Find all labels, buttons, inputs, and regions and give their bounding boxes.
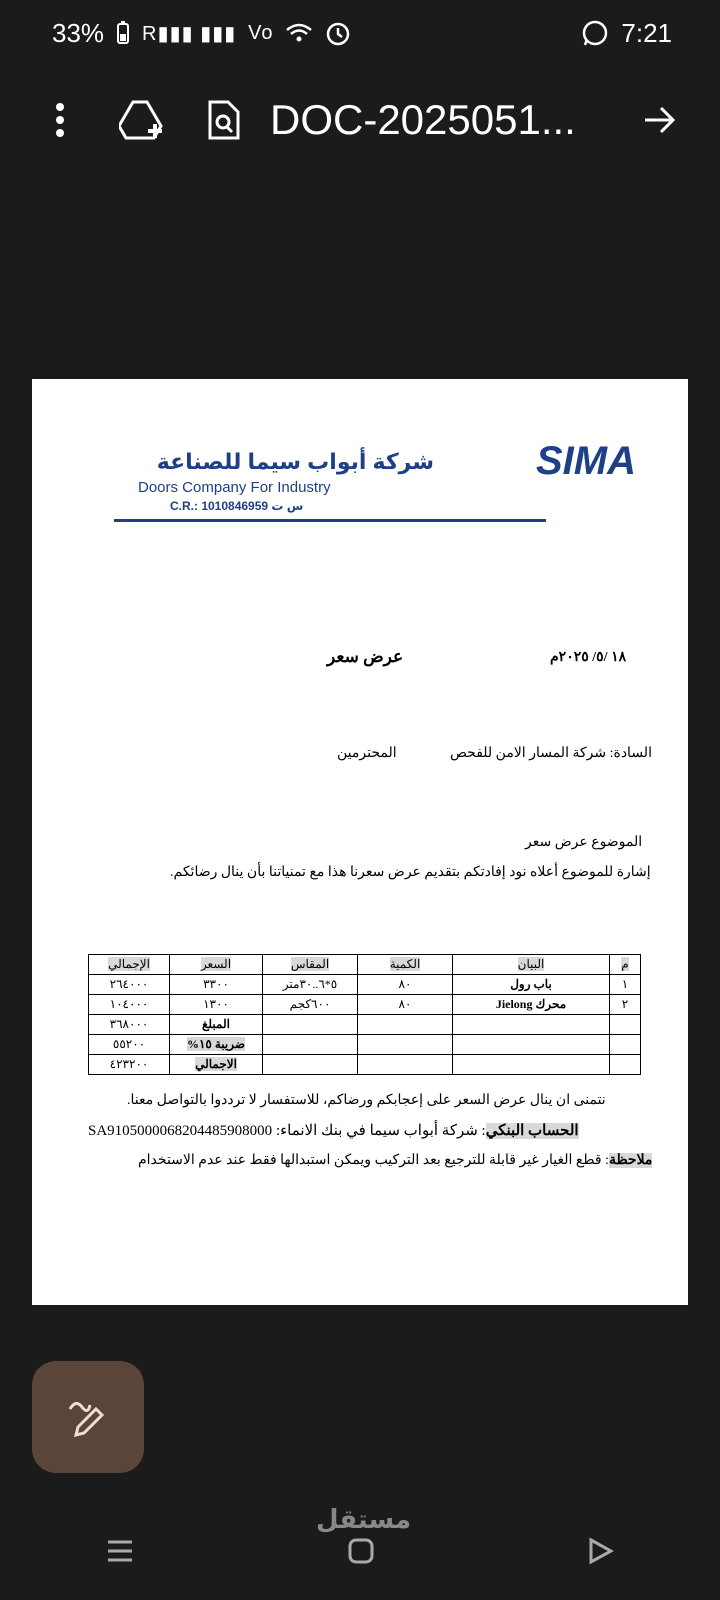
cell-size: ٦٠٠كجم [263,995,358,1015]
wifi-icon [285,22,313,44]
company-name-english: Doors Company For Industry [138,479,331,496]
letterhead [114,427,644,523]
company-name-arabic: شركة أبواب سيما للصناعة [156,449,434,474]
recipient: السادة: شركة المسار الامن للفحص [450,746,652,761]
summary-value: ٥٥٢٠٠ [89,1035,170,1055]
find-in-document-icon[interactable] [194,90,254,150]
cell-desc: باب رول [453,975,610,995]
table-row [89,975,641,995]
column-header: السعر [170,955,263,975]
cell-price: ٣٣٠٠ [170,975,263,995]
status-bar [0,0,720,66]
bank-account-line: الحساب البنكي: شركة أبواب سيما في بنك الانماء: SA9105000068204485908000 [88,1123,579,1139]
note-line: ملاحظة: قطع الغيار غير قابلة للترجيع بعد التركيب ويمكن استبدالها فقط عند عدم الاستخدام [138,1153,653,1168]
cell-total: ٢٦٤٠٠٠ [89,975,170,995]
battery-icon [116,21,130,45]
cell-qty: ٨٠ [358,995,453,1015]
quotation-table [88,954,641,1075]
recents-menu-icon[interactable] [106,1539,134,1563]
column-header: المقاس [263,955,358,975]
cell-qty: ٨٠ [358,975,453,995]
summary-label: الاجمالي [170,1055,263,1075]
summary-label: المبلغ [170,1015,263,1035]
recipient-honorific: المحترمين [337,746,397,761]
summary-value: ٤٢٣٢٠٠ [89,1055,170,1075]
open-with-arrow-icon[interactable] [630,90,690,150]
alarm-icon [325,20,351,46]
cell-total: ١٠٤٠٠٠ [89,995,170,1015]
table-row [89,995,641,1015]
add-to-drive-icon[interactable] [112,90,172,150]
status-left [52,18,351,49]
clock: 7:21 [621,17,672,48]
letter-intro: إشارة للموضوع أعلاه نود إفادتكم بتقديم عرض سعرنا هذا مع تمنياتنا بأن ينال رضائكم. [170,865,651,880]
cell-size: ٥*٦..٣٠متر [263,975,358,995]
column-header: البيان [453,955,610,975]
whatsapp-icon [581,19,609,47]
cell-desc: محرك Jielong [453,995,610,1015]
summary-value: ٣٦٨٠٠٠ [89,1015,170,1035]
cell-price: ١٣٠٠ [170,995,263,1015]
summary-row [89,1055,641,1075]
column-header: الإجمالي [89,955,170,975]
summary-label: ضريبة ١٥% [170,1035,263,1055]
sima-logo: SIMA [536,439,636,483]
viewer-toolbar [0,80,720,160]
more-options-icon[interactable] [30,90,90,150]
letterhead-divider [114,519,546,522]
signal-icon: R▮▮▮ ▮▮▮ [142,22,237,45]
battery-percent: 33% [52,17,105,48]
cell-no: ١ [610,975,641,995]
document-page [32,379,688,1305]
letter-subject: الموضوع عرض سعر [525,835,643,850]
company-cr-number: C.R.: 1010846959 س ت [170,499,304,513]
cell-no: ٢ [610,995,641,1015]
mostaql-watermark: مستقل [316,1504,412,1534]
home-icon[interactable] [347,1537,375,1565]
summary-row [89,1035,641,1055]
letter-heading: عرض سعر [327,647,404,666]
status-right [581,18,672,49]
back-triangle-icon[interactable] [588,1537,614,1565]
edit-fab-button[interactable] [32,1361,144,1473]
letter-date: ١٨ /٥/ ٢٠٢٥م [550,650,627,665]
document-title: DOC-2025051... [270,96,576,143]
closing-line: نتمنى ان ينال عرض السعر على إعجابكم ورضاكم، للاستفسار لا ترددوا بالتواصل معنا. [127,1093,606,1108]
column-header: م [610,955,641,975]
volte-icon: Vo [248,21,274,44]
table-header-row [89,955,641,975]
edit-pen-icon [66,1395,110,1439]
summary-row [89,1015,641,1035]
column-header: الكمية [358,955,453,975]
